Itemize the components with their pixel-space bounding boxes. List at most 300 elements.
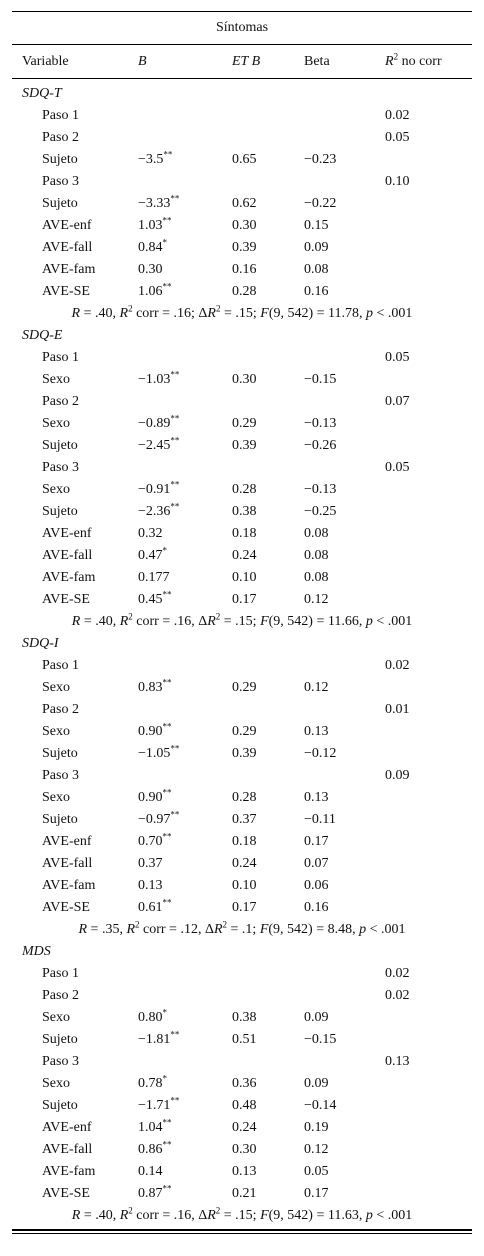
row-label: Paso 1: [42, 350, 79, 365]
f-symbol: F: [260, 614, 269, 629]
b-value: −1.05: [138, 746, 171, 761]
group-title: SDQ-T: [22, 86, 62, 101]
b-cell: [138, 721, 232, 740]
beta-cell: 0.13: [304, 724, 329, 739]
table-row: [12, 347, 472, 369]
beta-cell: 0.13: [304, 790, 329, 805]
et-b-cell: 0.29: [232, 724, 257, 739]
row-label: Sujeto: [42, 438, 78, 453]
et-b-cell: 0.36: [232, 1076, 257, 1091]
model-stats: [12, 919, 472, 941]
r2-corr-value: corr = .12, Δ: [139, 922, 214, 937]
row-label: Paso 3: [42, 1054, 79, 1069]
row-label: AVE-SE: [42, 592, 90, 607]
table-row: [12, 1007, 472, 1029]
b-value: 0.37: [138, 856, 163, 871]
beta-cell: 0.19: [304, 1120, 329, 1135]
beta-cell: 0.07: [304, 856, 329, 871]
table-row: [12, 369, 472, 391]
row-label: Paso 3: [42, 768, 79, 783]
beta-cell: 0.15: [304, 218, 329, 233]
beta-cell: 0.08: [304, 262, 329, 277]
dr2-symbol: R: [207, 614, 216, 629]
b-cell: [138, 897, 232, 916]
b-value: −0.97: [138, 812, 171, 827]
model-stats: [12, 1205, 472, 1227]
b-cell: [138, 677, 232, 696]
et-b-cell: 0.24: [232, 1120, 257, 1135]
r-value: = .40,: [80, 306, 120, 321]
b-value: 0.87: [138, 1186, 163, 1201]
table-row: [12, 875, 472, 897]
r-symbol: R: [71, 614, 81, 629]
f-value: (9, 542) = 8.48,: [268, 922, 360, 937]
r-symbol: R: [71, 1208, 81, 1223]
et-b-cell: 0.21: [232, 1186, 257, 1201]
et-b-cell: 0.10: [232, 570, 257, 585]
table-row: [12, 655, 472, 677]
beta-cell: −0.12: [304, 746, 337, 761]
significance-marker: **: [162, 787, 172, 798]
et-b-cell: 0.38: [232, 504, 257, 519]
r-symbol: R: [78, 922, 88, 937]
table-row: [12, 589, 472, 611]
b-value: −0.89: [138, 416, 171, 431]
f-symbol: F: [260, 306, 269, 321]
dr2-value: = .15;: [220, 306, 261, 321]
b-value: −1.81: [138, 1032, 171, 1047]
b-value: 0.45: [138, 592, 163, 607]
p-value: < .001: [373, 306, 413, 321]
row-label: Sexo: [42, 680, 70, 695]
significance-marker: **: [162, 1117, 172, 1128]
header-beta: Beta: [304, 53, 330, 69]
table-row: [12, 677, 472, 699]
row-label: Sujeto: [42, 504, 78, 519]
et-b-cell: 0.17: [232, 900, 257, 915]
dr2-symbol: R: [207, 306, 216, 321]
table-row: [12, 1051, 472, 1073]
b-cell: [138, 1073, 232, 1092]
p-value: < .001: [366, 922, 406, 937]
r-value: = .40,: [80, 614, 120, 629]
row-label: Sujeto: [42, 152, 78, 167]
table-row: [12, 545, 472, 567]
row-label: Sujeto: [42, 196, 78, 211]
table-row: [12, 457, 472, 479]
table-row: [12, 765, 472, 787]
b-cell: [138, 1164, 232, 1180]
r2-cell: 0.02: [385, 988, 410, 1003]
significance-marker: **: [162, 677, 172, 688]
b-cell: [138, 369, 232, 388]
beta-cell: 0.16: [304, 900, 329, 915]
significance-marker: **: [170, 1095, 180, 1106]
dr2-sup: 2: [215, 303, 221, 314]
row-label: AVE-enf: [42, 834, 92, 849]
beta-cell: 0.12: [304, 680, 329, 695]
beta-cell: 0.12: [304, 592, 329, 607]
b-cell: [138, 787, 232, 806]
header-r2-suffix: no corr: [398, 53, 442, 69]
f-symbol: F: [259, 922, 269, 937]
row-label: Paso 3: [42, 174, 79, 189]
table-row: [12, 699, 472, 721]
dr2-sup: 2: [215, 611, 221, 622]
significance-marker: **: [162, 589, 172, 600]
row-label: Paso 1: [42, 658, 79, 673]
b-value: 1.04: [138, 1120, 163, 1135]
b-cell: [138, 215, 232, 234]
et-b-cell: 0.24: [232, 856, 257, 871]
table-row: [12, 1095, 472, 1117]
b-cell: [138, 570, 232, 586]
f-value: (9, 542) = 11.66,: [268, 614, 366, 629]
group-title: SDQ-E: [22, 328, 63, 343]
r-value: = .35,: [87, 922, 127, 937]
table-row: [12, 193, 472, 215]
et-b-cell: 0.29: [232, 416, 257, 431]
r2-symbol: R: [119, 306, 129, 321]
table-body: [12, 79, 472, 1227]
significance-marker: *: [162, 545, 167, 556]
table-row: [12, 1139, 472, 1161]
row-label: AVE-fall: [42, 1142, 93, 1157]
row-label: AVE-SE: [42, 284, 90, 299]
b-value: 0.83: [138, 680, 163, 695]
header-r2-symbol: R: [385, 53, 394, 69]
header-row: [12, 45, 472, 78]
r2-cell: 0.05: [385, 460, 410, 475]
beta-cell: 0.16: [304, 284, 329, 299]
significance-marker: **: [162, 1183, 172, 1194]
et-b-cell: 0.13: [232, 1164, 257, 1179]
table-row: [12, 853, 472, 875]
et-b-cell: 0.37: [232, 812, 257, 827]
b-cell: [138, 1139, 232, 1158]
r2-cell: 0.10: [385, 174, 410, 189]
b-value: 0.90: [138, 790, 163, 805]
r2-cell: 0.09: [385, 768, 410, 783]
row-label: Paso 2: [42, 130, 79, 145]
b-value: 0.30: [138, 262, 163, 277]
et-b-cell: 0.62: [232, 196, 257, 211]
b-cell: [138, 856, 232, 872]
significance-marker: **: [162, 1139, 172, 1150]
b-value: −3.33: [138, 196, 171, 211]
table-row: [12, 809, 472, 831]
et-b-cell: 0.39: [232, 746, 257, 761]
et-b-cell: 0.65: [232, 152, 257, 167]
r2-sup: 2: [128, 303, 133, 314]
significance-marker: **: [170, 743, 180, 754]
b-value: −0.91: [138, 482, 171, 497]
b-cell: [138, 435, 232, 454]
r2-cell: 0.02: [385, 108, 410, 123]
et-b-cell: 0.29: [232, 680, 257, 695]
b-value: −1.71: [138, 1098, 171, 1113]
table-row: [12, 523, 472, 545]
beta-cell: 0.12: [304, 1142, 329, 1157]
et-b-cell: 0.10: [232, 878, 257, 893]
b-value: 1.06: [138, 284, 163, 299]
b-value: 0.14: [138, 1164, 163, 1179]
r2-sup: 2: [128, 611, 133, 622]
row-label: Sexo: [42, 416, 70, 431]
row-label: AVE-fam: [42, 262, 96, 277]
r2-cell: 0.02: [385, 966, 410, 981]
et-b-cell: 0.30: [232, 1142, 257, 1157]
b-cell: [138, 743, 232, 762]
r2-cell: 0.02: [385, 658, 410, 673]
b-cell: [138, 501, 232, 520]
p-symbol: p: [366, 306, 374, 321]
significance-marker: **: [170, 1029, 180, 1040]
beta-cell: −0.13: [304, 416, 337, 431]
b-cell: [138, 1117, 232, 1136]
table-row: [12, 963, 472, 985]
table-row: [12, 215, 472, 237]
beta-cell: −0.23: [304, 152, 337, 167]
row-label: Sexo: [42, 790, 70, 805]
b-value: −2.45: [138, 438, 171, 453]
row-label: Sexo: [42, 1076, 70, 1091]
beta-cell: 0.08: [304, 570, 329, 585]
significance-marker: **: [163, 149, 173, 160]
significance-marker: *: [162, 1007, 167, 1018]
table-row: [12, 413, 472, 435]
b-value: 0.70: [138, 834, 163, 849]
r2-corr-value: corr = .16, Δ: [132, 614, 208, 629]
table-row: [12, 1161, 472, 1183]
row-label: Sujeto: [42, 1098, 78, 1113]
et-b-cell: 0.30: [232, 218, 257, 233]
significance-marker: **: [170, 479, 180, 490]
r2-cell: 0.01: [385, 702, 410, 717]
p-symbol: p: [365, 614, 373, 629]
bottom-rule-2: [12, 1233, 472, 1234]
r2-symbol: R: [126, 922, 136, 937]
group-title: MDS: [22, 944, 51, 959]
b-cell: [138, 831, 232, 850]
row-label: Sexo: [42, 1010, 70, 1025]
row-label: Sexo: [42, 724, 70, 739]
table-row: [12, 259, 472, 281]
significance-marker: **: [162, 215, 172, 226]
r2-cell: 0.05: [385, 350, 410, 365]
b-value: 0.13: [138, 878, 163, 893]
et-b-cell: 0.28: [232, 790, 257, 805]
row-label: AVE-enf: [42, 526, 92, 541]
et-b-cell: 0.28: [232, 482, 257, 497]
et-b-cell: 0.28: [232, 284, 257, 299]
b-value: 0.78: [138, 1076, 163, 1091]
header-et-b: ET B: [232, 53, 261, 69]
beta-cell: 0.09: [304, 240, 329, 255]
r2-corr-value: corr = .16, Δ: [132, 1208, 208, 1223]
r2-sup: 2: [135, 919, 140, 930]
b-value: 0.90: [138, 724, 163, 739]
dr2-value: = .15;: [220, 1208, 261, 1223]
row-label: Sujeto: [42, 812, 78, 827]
header-r2-no-corr: [385, 50, 472, 70]
row-label: Sexo: [42, 482, 70, 497]
beta-cell: −0.14: [304, 1098, 337, 1113]
row-label: AVE-fall: [42, 856, 93, 871]
header-b: B: [138, 53, 147, 69]
beta-cell: 0.17: [304, 1186, 329, 1201]
significance-marker: **: [162, 281, 172, 292]
row-label: Sexo: [42, 372, 70, 387]
beta-cell: −0.13: [304, 482, 337, 497]
et-b-cell: 0.30: [232, 372, 257, 387]
table-row: [12, 149, 472, 171]
row-label: AVE-fam: [42, 878, 96, 893]
row-label: AVE-fall: [42, 548, 93, 563]
b-cell: [138, 1007, 232, 1026]
r-symbol: R: [71, 306, 81, 321]
b-value: −3.5: [138, 152, 164, 167]
et-b-cell: 0.38: [232, 1010, 257, 1025]
b-cell: [138, 545, 232, 564]
row-label: AVE-enf: [42, 218, 92, 233]
et-b-cell: 0.51: [232, 1032, 257, 1047]
b-value: 0.47: [138, 548, 163, 563]
bottom-rule: [12, 1229, 472, 1231]
significance-marker: **: [170, 413, 180, 424]
p-symbol: p: [365, 1208, 373, 1223]
table-row: [12, 105, 472, 127]
et-b-cell: 0.24: [232, 548, 257, 563]
table-row: [12, 237, 472, 259]
b-cell: [138, 589, 232, 608]
row-label: AVE-fam: [42, 570, 96, 585]
et-b-cell: 0.18: [232, 834, 257, 849]
significance-marker: *: [162, 1073, 167, 1084]
table-row: [12, 171, 472, 193]
row-label: Sujeto: [42, 1032, 78, 1047]
b-cell: [138, 193, 232, 212]
beta-cell: −0.26: [304, 438, 337, 453]
row-label: AVE-fam: [42, 1164, 96, 1179]
b-cell: [138, 149, 232, 168]
row-label: AVE-enf: [42, 1120, 92, 1135]
b-value: 0.177: [138, 570, 170, 585]
row-label: Paso 2: [42, 394, 79, 409]
f-value: (9, 542) = 11.78,: [268, 306, 367, 321]
beta-cell: 0.08: [304, 526, 329, 541]
significance-marker: **: [170, 809, 180, 820]
b-value: 0.32: [138, 526, 163, 541]
row-label: AVE-SE: [42, 1186, 90, 1201]
table-row: [12, 567, 472, 589]
beta-cell: 0.06: [304, 878, 329, 893]
row-label: Paso 2: [42, 988, 79, 1003]
r2-symbol: R: [119, 1208, 129, 1223]
table-row: [12, 721, 472, 743]
dr2-sup: 2: [215, 1205, 221, 1216]
row-label: Paso 3: [42, 460, 79, 475]
row-label: Paso 1: [42, 966, 79, 981]
table-row: [12, 479, 472, 501]
b-cell: [138, 281, 232, 300]
significance-marker: **: [170, 193, 180, 204]
table-row: [12, 391, 472, 413]
b-value: 0.84: [138, 240, 163, 255]
beta-cell: −0.15: [304, 1032, 337, 1047]
beta-cell: 0.08: [304, 548, 329, 563]
beta-cell: 0.09: [304, 1010, 329, 1025]
table-row: [12, 787, 472, 809]
f-symbol: F: [260, 1208, 269, 1223]
r2-cell: 0.07: [385, 394, 410, 409]
et-b-cell: 0.16: [232, 262, 257, 277]
b-cell: [138, 413, 232, 432]
header-r2-sup: 2: [393, 50, 399, 61]
beta-cell: −0.25: [304, 504, 337, 519]
r-value: = .40,: [80, 1208, 120, 1223]
table-row: [12, 1183, 472, 1205]
significance-marker: *: [162, 237, 167, 248]
significance-marker: **: [162, 721, 172, 732]
r2-symbol: R: [119, 614, 129, 629]
row-label: Paso 2: [42, 702, 79, 717]
et-b-cell: 0.48: [232, 1098, 257, 1113]
et-b-cell: 0.39: [232, 438, 257, 453]
b-value: 0.61: [138, 900, 163, 915]
model-stats: [12, 303, 472, 325]
table-row: [12, 281, 472, 303]
dr2-symbol: R: [207, 1208, 216, 1223]
et-b-cell: 0.17: [232, 592, 257, 607]
significance-marker: **: [170, 369, 180, 380]
r2-corr-value: corr = .16; Δ: [132, 306, 208, 321]
r2-sup: 2: [128, 1205, 133, 1216]
dr2-value: = .15;: [220, 614, 261, 629]
significance-marker: **: [162, 831, 172, 842]
group-title: SDQ-I: [22, 636, 59, 651]
table-row: [12, 501, 472, 523]
table-row: [12, 985, 472, 1007]
p-value: < .001: [372, 614, 413, 629]
b-cell: [138, 1183, 232, 1202]
header-variable: Variable: [22, 53, 69, 69]
p-symbol: p: [359, 922, 367, 937]
model-stats: [12, 611, 472, 633]
row-label: Sujeto: [42, 746, 78, 761]
table-row: [12, 831, 472, 853]
table-row: [12, 435, 472, 457]
row-label: AVE-SE: [42, 900, 90, 915]
b-value: −2.36: [138, 504, 171, 519]
row-label: AVE-fall: [42, 240, 93, 255]
row-label: Paso 1: [42, 108, 79, 123]
beta-cell: −0.22: [304, 196, 337, 211]
b-value: −1.03: [138, 372, 171, 387]
beta-cell: 0.09: [304, 1076, 329, 1091]
beta-cell: 0.05: [304, 1164, 329, 1179]
b-cell: [138, 1095, 232, 1114]
b-cell: [138, 809, 232, 828]
dr2-value: = .1;: [227, 922, 260, 937]
table-row: [12, 1029, 472, 1051]
regression-table: [12, 11, 472, 1234]
b-cell: [138, 1029, 232, 1048]
beta-cell: −0.15: [304, 372, 337, 387]
b-value: 0.80: [138, 1010, 163, 1025]
et-b-cell: 0.39: [232, 240, 257, 255]
table-row: [12, 1073, 472, 1095]
